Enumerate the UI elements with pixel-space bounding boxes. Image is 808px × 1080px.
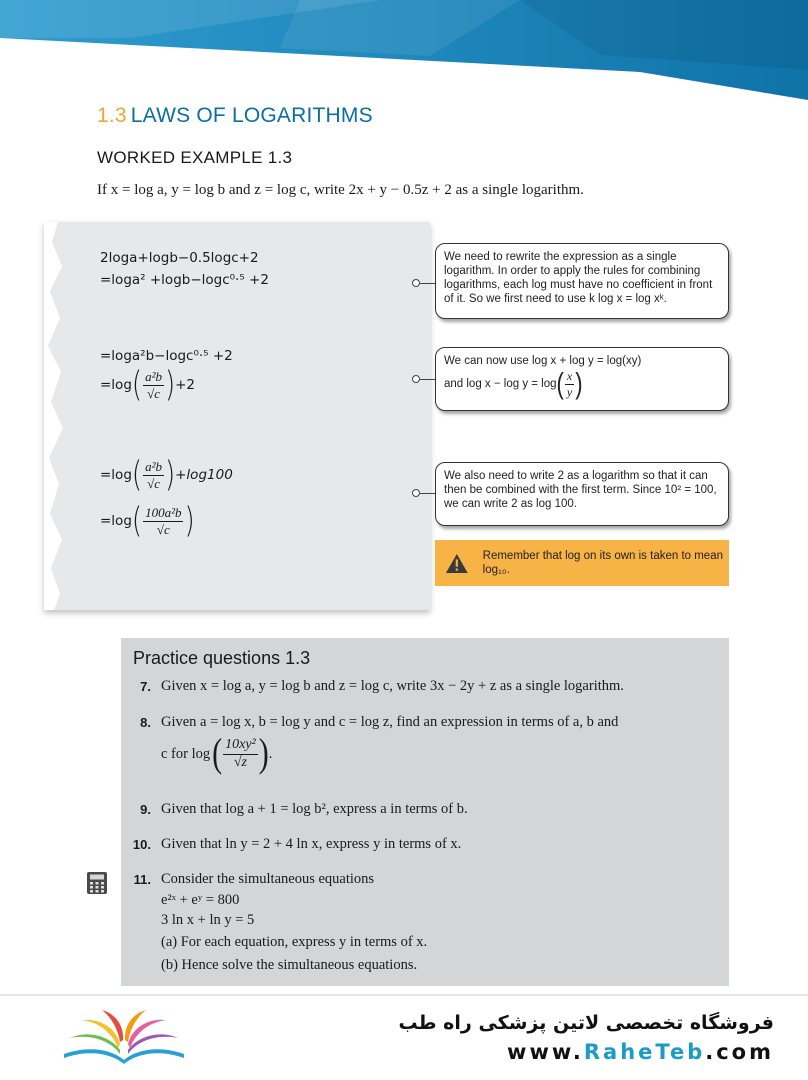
fraction-denominator: √z [233,754,247,770]
left-paren: ( [556,366,564,401]
connector-dot-3 [412,489,420,497]
worked-example-title: WORKED EXAMPLE 1.3 [97,148,293,167]
fraction-denominator: √c [147,385,160,401]
step3-log1: =log [100,467,132,484]
fraction-denominator: √c [156,521,170,537]
question-11-eq2: 3 ln x + ln y = 5 [161,912,255,928]
question-10: Given that ln y = 2 + 4 ln x, express y in terms of x. [161,836,462,852]
explanation-note-3: We also need to write 2 as a logarithm so that it can then be combined with the first term. Since 10² = 100, we can write 2 as log 100. [435,462,729,526]
torn-paper-edge [44,222,70,610]
fraction-denominator: y [566,384,573,399]
question-11-eq1: e²ˣ + eʸ = 800 [161,892,240,908]
fraction-numerator: a²b [145,369,162,384]
fraction-numerator: 100a²b [145,505,182,520]
right-paren: ) [184,500,195,542]
question-number: 11. [133,872,151,887]
connector-line-3 [420,493,436,494]
fraction-numerator: x [566,369,573,383]
q8-prefix: c for log [161,745,211,762]
left-paren: ( [131,454,143,496]
question-8-line1: Given a = log x, b = log y and c = log z, find an expression in terms of a, b and [161,714,619,730]
practice-panel [121,638,729,986]
question-11: Consider the simultaneous equations [161,871,375,887]
step3-suffix: +log100 [175,467,233,484]
section-number: 1.3 [97,104,127,127]
step3-line2 [100,500,195,542]
q8-suffix: . [268,745,273,762]
step1-line1: 2loga+logb−0.5logc+2 [100,250,259,266]
right-paren: ) [258,731,269,776]
calculator-icon [86,871,108,895]
question-11-part-a: (a) For each equation, express y in terms of x. [161,934,428,950]
connector-dot-1 [412,279,420,287]
question-number: 7. [140,679,151,694]
section-title [97,104,373,128]
explanation-note-1: We need to rewrite the expression as a single logarithm. In order to apply the rules for combining logarithms, each log must have no coefficient in front of it. So we first need to use k log x = log xᵏ. [435,243,729,319]
step3-fraction1 [143,460,164,490]
step2-fraction [143,370,164,400]
connector-dot-2 [412,375,420,383]
book-logo-icon [60,1010,188,1066]
question-number: 10. [132,837,151,852]
note2-prefix: and log x − log y = log [444,378,557,391]
step1-line2: =loga² +logb−logc⁰·⁵ +2 [100,272,269,288]
question-number: 8. [140,715,151,730]
question-9: Given that log a + 1 = log b², express a in terms of b. [161,801,468,817]
step2-line2 [100,364,196,406]
step2-suffix: +2 [175,377,196,394]
connector-line-2 [420,379,436,380]
explanation-note-2 [435,347,729,411]
question-8-line2 [161,731,273,776]
note2-line1: We can now use log x + log y = log(xy) [444,355,642,367]
note2-fraction [565,370,574,398]
step3-fraction2 [143,506,183,536]
store-name: فروشگاه تخصصی لاتین پزشکی راه طب [398,1012,774,1034]
warning-text: Remember that log on its own is taken to mean log₁₀. [482,550,723,576]
practice-title: Practice questions 1.3 [133,648,311,668]
step2-log: =log [100,377,132,394]
worked-example-problem: If x = log a, y = log b and z = log c, write 2x + y − 0.5z + 2 as a single logarithm. [97,182,584,198]
note2-line2 [444,366,720,401]
connector-line-1 [420,283,436,284]
footer-divider [0,994,808,996]
question-11-part-b: (b) Hence solve the simultaneous equations. [161,957,418,973]
right-paren: ) [164,364,176,406]
fraction-denominator: √c [147,475,160,491]
section-heading: LAWS OF LOGARITHMS [130,104,373,127]
url-brand: RaheTeb [583,1040,706,1064]
right-paren: ) [575,366,583,401]
warning-triangle-icon [445,552,469,575]
step3-log2: =log [100,513,132,530]
url-suffix: .com [705,1040,774,1064]
store-url [399,1040,774,1064]
fraction-numerator: a²b [145,459,162,474]
question-number: 9. [140,802,151,817]
q8-fraction [223,738,258,770]
fraction-numerator: 10xy² [223,738,258,755]
top-banner [0,0,808,100]
step3-line1 [100,454,233,496]
left-paren: ( [131,364,143,406]
url-prefix: www. [507,1040,584,1064]
left-paren: ( [131,500,143,542]
footer-watermark [399,1012,774,1064]
right-paren: ) [164,454,176,496]
step2-line1: =loga²b−logc⁰·⁵ +2 [100,348,233,364]
left-paren: ( [212,731,223,776]
question-7: Given x = log a, y = log b and z = log c, write 3x − 2y + z as a single logarithm. [161,678,624,694]
warning-box [435,540,729,586]
